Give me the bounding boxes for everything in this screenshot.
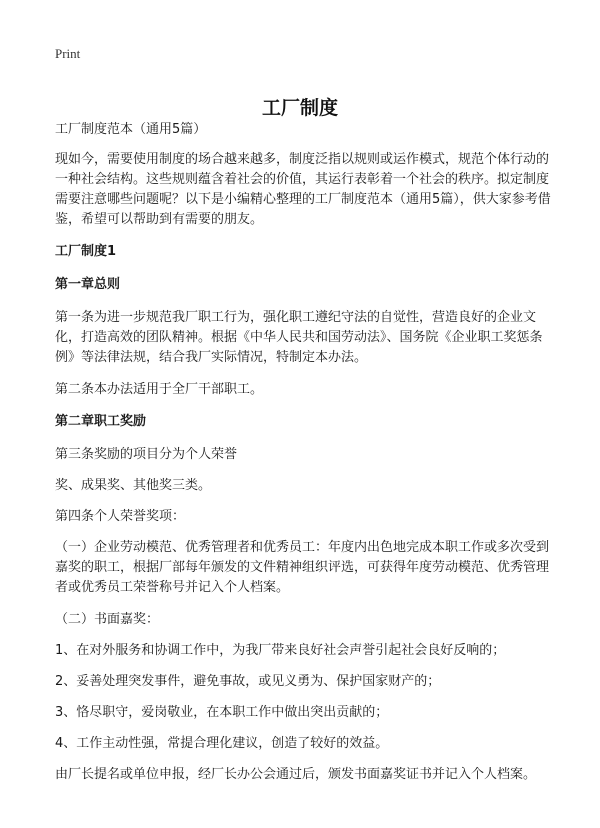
chapter-2-heading: 第二章职工奖励 (55, 414, 147, 429)
commendation-procedure-paragraph: 由厂长提名或单位申报，经厂长办公会通过后，颁发书面嘉奖证书并记入个人档案。 (55, 767, 537, 782)
page-title: 工厂制度 (261, 96, 338, 119)
section-heading: 工厂制度1 (55, 244, 117, 259)
model-worker-paragraph: （一）企业劳动模范、优秀管理者和优秀员工：年度内出色地完成本职工作或多次受到嘉奖的职工，根据厂部每年颁发的文件精神组织评选，可获得年度劳动模范、优秀管理者或优秀员工荣誉称号并记入个人档案。 (55, 540, 550, 595)
print-link[interactable]: Print (55, 46, 81, 61)
commendation-item-3: 3、恪尽职守，爱岗敬业，在本职工作中做出突出贡献的； (55, 705, 389, 720)
chapter-1-heading: 第一章总则 (55, 277, 121, 292)
document-body (55, 120, 555, 785)
article-1-paragraph: 第一条为进一步规范我厂职工行为，强化职工遵纪守法的自觉性，营造良好的企业文化，打造高效的团队精神。根据《中华人民共和国劳动法》、国务院《企业职工奖惩条例》等法律法规，结合我厂实际情况，特制定本办法。 (55, 310, 543, 365)
article-3-paragraph: 第三条奖励的项目分为个人荣誉 (55, 447, 238, 462)
article-4-paragraph: 第四条个人荣誉奖项： (55, 509, 186, 524)
written-commendation-heading: （二）书面嘉奖： (55, 612, 160, 627)
document-subtitle: 工厂制度范本（通用5篇） (55, 122, 207, 137)
commendation-item-2: 2、妥善处理突发事件，避免事故，或见义勇为、保护国家财产的； (55, 674, 441, 689)
intro-paragraph: 现如今，需要使用制度的场合越来越多，制度泛指以规则或运作模式，规范个体行动的一种社会结构。这些规则蕴含着社会的价值，其运行表彰着一个社会的秩序。拟定制度需要注意哪些问题呢？以下是小编精心整理的工厂制度范本（通用5篇），供大家参考借鉴，希望可以帮助到有需要的朋友。 (55, 152, 551, 227)
article-2-paragraph: 第二条本办法适用于全厂干部职工。 (55, 382, 264, 397)
commendation-item-1: 1、在对外服务和协调工作中，为我厂带来良好社会声誉引起社会良好反响的； (55, 643, 506, 658)
article-3-continuation: 奖、成果奖、其他奖三类。 (55, 478, 212, 493)
commendation-item-4: 4、工作主动性强，常提合理化建议，创造了较好的效益。 (55, 736, 389, 751)
